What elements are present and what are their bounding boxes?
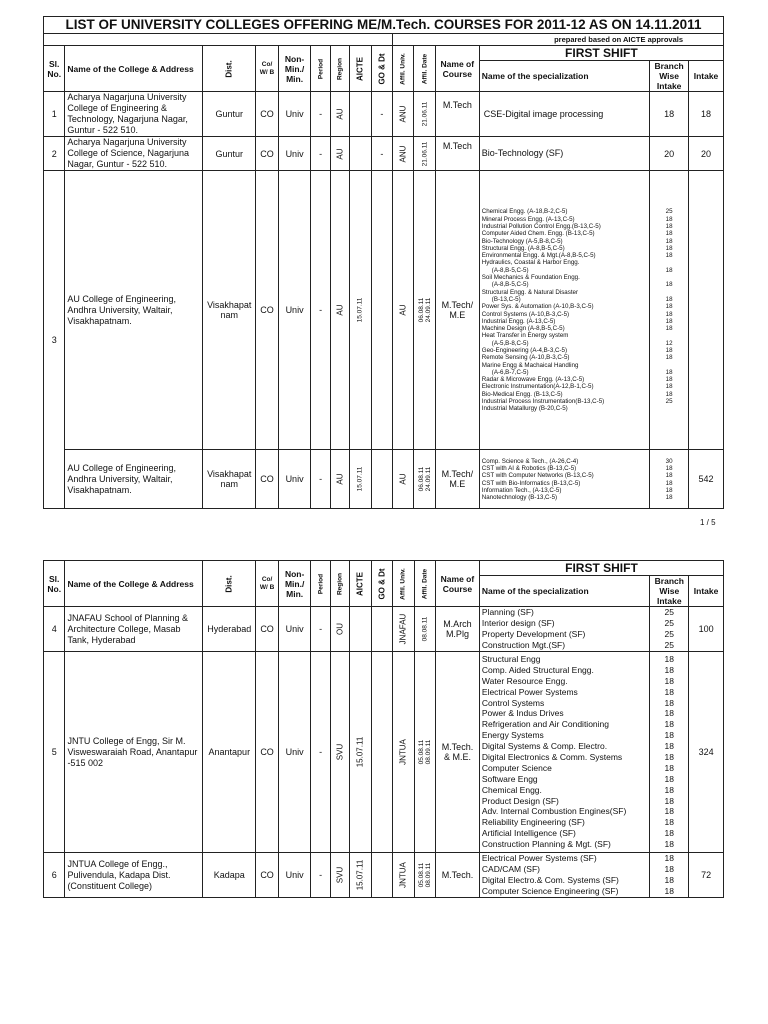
- row-aicte: [350, 137, 371, 171]
- branch-intake-item: 18: [665, 346, 673, 354]
- specialization-item: CST with Computer Networks (B-13,C-5): [481, 472, 594, 480]
- branch-intake-item: 18: [664, 885, 675, 896]
- row-aicte: 15.07.11: [350, 652, 371, 853]
- header-specialization: Name of the specialization: [479, 61, 649, 92]
- specialization-item: Software Engg: [481, 773, 538, 784]
- specialization-item: Heat Transfer in Energy system: [481, 332, 569, 340]
- branch-intake-item: 18: [664, 762, 675, 773]
- row-cowb: CO: [256, 92, 278, 137]
- row-affil-date: 05.08.11 08.09.11: [414, 853, 435, 898]
- header-college: Name of the College & Address: [65, 561, 203, 607]
- specialization-item: Marine Engg & Machaical Handling: [481, 361, 579, 369]
- branch-intake-item: 18: [664, 806, 675, 817]
- row-go: [371, 171, 392, 450]
- branch-intake-item: 25: [665, 208, 673, 216]
- specialization-item: Industrial Matallurgy (B-20,C-5): [481, 405, 568, 413]
- specialization-item: (A-8,B-5,C-5): [491, 266, 529, 274]
- row-go: [371, 853, 392, 898]
- branch-intake-item: 18: [665, 368, 673, 376]
- branch-intake-item: [652, 332, 686, 339]
- row-specialization-list: [479, 450, 649, 509]
- specialization-item: Geo-Engineering (A-4,B-3,C-5): [481, 346, 568, 354]
- table-row: [44, 137, 724, 171]
- row-sl: 2: [44, 137, 65, 171]
- specialization-item: Interior design (SF): [481, 618, 555, 629]
- branch-intake-item: [652, 405, 686, 412]
- row-college: JNAFAU School of Planning & Architecture College, Masab Tank, Hyderabad: [65, 607, 203, 652]
- row-branch-intake: 20: [650, 137, 689, 171]
- branch-intake-item: 18: [664, 686, 675, 697]
- row-course: M.Tech/ M.E: [435, 171, 479, 450]
- row-nonmin: Univ: [278, 853, 311, 898]
- specialization-item: Construction Planning & Mgt. (SF): [481, 839, 611, 850]
- row-sl: 1: [44, 92, 65, 137]
- branch-intake-item: 18: [664, 752, 675, 762]
- branch-intake-item: 18: [665, 479, 673, 487]
- header-intake: Intake: [689, 61, 724, 92]
- row-intake: 20: [689, 137, 724, 171]
- row-specialization-list: [479, 652, 650, 853]
- branch-intake-item: 18: [665, 281, 673, 289]
- row-intake: 72: [689, 853, 724, 898]
- specialization-item: Environmental Engg. & Mgt.(A-8,B-5,C-5): [481, 252, 596, 260]
- header-cowb: Co/ W/ B: [256, 46, 278, 92]
- header-dist: Dist.: [203, 46, 256, 92]
- branch-intake-item: 18: [665, 237, 673, 245]
- row-region: OU: [330, 607, 349, 652]
- header-sl-no: Sl. No.: [44, 561, 65, 607]
- branch-intake-item: 18: [664, 853, 675, 864]
- branch-intake-item: 18: [664, 719, 675, 730]
- specialization-item: Chemical Engg. (A-18,B-2,C-5): [481, 208, 568, 216]
- row-period: -: [311, 450, 330, 509]
- row-branch-intake-list: [650, 607, 689, 652]
- row-region: SVU: [330, 853, 349, 898]
- specialization-item: Computer Science Engineering (SF): [481, 885, 619, 896]
- row-college: JNTU College of Engg, Sir M. Visweswaraiah Road, Anantapur -515 002: [65, 652, 203, 853]
- header-branch-intake: Branch Wise Intake: [650, 576, 689, 607]
- specialization-item: Electronic Instrumentation(A-12,B-1,C-5): [481, 383, 594, 391]
- shift-label: FIRST SHIFT: [479, 561, 723, 576]
- row-period: -: [311, 171, 330, 450]
- header-aicte: AICTE: [350, 561, 371, 607]
- specialization-item: Comp. Science & Tech., (A-26,C-4): [481, 457, 579, 465]
- specialization-item: Adv. Internal Combustion Engines(SF): [481, 806, 627, 817]
- branch-intake-item: 18: [665, 325, 673, 333]
- row-branch-intake: 18: [650, 92, 689, 137]
- branch-intake-item: [652, 259, 686, 266]
- specialization-item: Information Tech., (A-13,C-5): [481, 486, 562, 494]
- branch-intake-item: [652, 274, 686, 281]
- specialization-item: Bio-Medical Engg. (B-13,C-5): [481, 390, 563, 398]
- row-go: -: [371, 92, 392, 137]
- row-course: M.Tech. & M.E.: [436, 652, 480, 853]
- table-row: [44, 171, 724, 450]
- row-affil-date: 06.08.11 24.09.11: [414, 171, 435, 450]
- row-aicte: 15.07.11: [350, 171, 371, 450]
- header-go: GO & Dt: [371, 561, 392, 607]
- header-specialization: Name of the specialization: [479, 576, 650, 607]
- row-course: M.Tech.: [436, 853, 480, 898]
- specialization-item: Radar & Microwave Engg. (A-13,C-5): [481, 376, 585, 384]
- branch-intake-item: 18: [664, 653, 675, 664]
- branch-intake-item: 18: [665, 310, 673, 318]
- branch-intake-item: 18: [665, 494, 673, 502]
- table-row: [44, 652, 724, 853]
- row-college: AU College of Engineering, Andhra University, Waltair, Visakhapatnam.: [65, 171, 203, 450]
- specialization-item: (B-13,C-5): [491, 295, 521, 303]
- branch-intake-item: 18: [665, 252, 673, 260]
- row-sl: 4: [44, 607, 65, 652]
- row-aicte: [350, 92, 371, 137]
- specialization-item: Hydraulics, Coastal & Harbor Engg.: [481, 259, 580, 267]
- row-affil-date: 06.08.11 24.09.11: [414, 450, 435, 509]
- header-cowb: Co/ W/ B: [256, 561, 278, 607]
- specialization-item: CST with Bio-Informatics (B-13,C-5): [481, 479, 581, 487]
- branch-intake-item: 18: [665, 354, 673, 362]
- row-specialization-list: [479, 171, 649, 450]
- specialization-item: Construction Mgt.(SF): [481, 639, 566, 650]
- row-branch-intake-list: [650, 652, 689, 853]
- row-aicte: 15.07.11: [350, 853, 371, 898]
- specialization-item: Power & Indus Drives: [481, 708, 564, 719]
- branch-intake-item: 18: [665, 317, 673, 325]
- specialization-item: Digital Systems & Comp. Electro.: [481, 741, 608, 752]
- branch-intake-item: 18: [664, 730, 675, 741]
- row-aicte: 15.07.11: [350, 450, 371, 509]
- row-nonmin: Univ: [278, 450, 311, 509]
- row-nonmin: Univ: [278, 137, 311, 171]
- specialization-item: Water Resource Engg.: [481, 675, 568, 686]
- row-affil-date: 21.06.11: [414, 137, 435, 171]
- specialization-item: Machine Design (A-8,B-5,C-5): [481, 325, 565, 333]
- branch-intake-item: 18: [665, 303, 673, 311]
- college-table-page-2: [43, 560, 724, 898]
- row-sl: 5: [44, 652, 65, 853]
- branch-intake-item: 18: [665, 390, 673, 398]
- header-nonmin: Non- Min./ Min.: [278, 46, 311, 92]
- branch-intake-item: 18: [665, 383, 673, 391]
- specialization-item: Digital Electro.& Com. Systems (SF): [481, 875, 619, 885]
- row-specialization: CSE-Digital image processing: [479, 92, 649, 137]
- specialization-item: Artificial Intelligence (SF): [481, 828, 576, 839]
- header-nonmin: Non- Min./ Min.: [278, 561, 311, 607]
- header-region: Region: [330, 561, 349, 607]
- branch-intake-item: 18: [664, 795, 675, 806]
- specialization-item: Planning (SF): [481, 607, 534, 618]
- specialization-item: Property Development (SF): [481, 629, 586, 639]
- row-period: -: [311, 853, 330, 898]
- specialization-item: Comp. Aided Structural Engg.: [481, 664, 594, 675]
- page-title: LIST OF UNIVERSITY COLLEGES OFFERING ME/M.Tech. COURSES FOR 2011-12 AS ON 14.11.2011: [44, 17, 724, 34]
- row-affil-univ: AU: [393, 171, 414, 450]
- branch-intake-item: 18: [664, 828, 675, 839]
- row-dist: Kadapa: [203, 853, 256, 898]
- page-number: 1 / 5: [700, 518, 716, 527]
- specialization-item: Chemical Engg.: [481, 784, 542, 795]
- specialization-item: Energy Systems: [481, 730, 544, 741]
- row-aicte: [350, 607, 371, 652]
- header-course: Name of Course: [436, 561, 480, 607]
- row-dist: Hyderabad: [203, 607, 256, 652]
- specialization-item: Structural Engg. & Natural Disaster: [481, 288, 579, 296]
- table-row: [44, 607, 724, 652]
- branch-intake-item: 18: [665, 464, 673, 472]
- row-period: -: [311, 137, 330, 171]
- row-branch-intake-list: [650, 171, 689, 450]
- branch-intake-item: 18: [664, 839, 675, 850]
- branch-intake-item: 18: [664, 864, 675, 875]
- row-dist: Anantapur: [203, 652, 256, 853]
- row-college: JNTUA College of Engg., Pulivendula, Kadapa Dist. (Constituent College): [65, 853, 203, 898]
- row-cowb: CO: [256, 171, 278, 450]
- specialization-item: Electrical Power Systems: [481, 686, 578, 697]
- row-course: M.Tech: [435, 92, 479, 137]
- header-period: Period: [311, 46, 330, 92]
- row-dist: Visakhapat nam: [203, 171, 256, 450]
- specialization-item: Refrigeration and Air Conditioning: [481, 719, 609, 730]
- row-sl: 6: [44, 853, 65, 898]
- row-specialization-list: [479, 853, 650, 898]
- row-intake: 18: [689, 92, 724, 137]
- row-affil-date: 08.08.11: [414, 607, 435, 652]
- row-cowb: CO: [256, 652, 278, 853]
- row-period: -: [311, 607, 330, 652]
- row-college: Acharya Nagarjuna University College of Engineering & Technology, Nagarjuna Nagar, Guntur - 522 510.: [65, 92, 203, 137]
- branch-intake-item: 18: [665, 486, 673, 494]
- row-affil-univ: JNTUA: [393, 853, 414, 898]
- row-affil-univ: ANU: [393, 92, 414, 137]
- specialization-item: CST with AI & Robotics (B-13,C-5): [481, 464, 577, 472]
- branch-intake-item: 18: [664, 817, 675, 828]
- branch-intake-item: 18: [664, 773, 675, 784]
- row-affil-date: 21.06.11: [414, 92, 435, 137]
- row-nonmin: Univ: [278, 652, 311, 853]
- branch-intake-item: 18: [664, 675, 675, 686]
- branch-intake-item: 25: [664, 639, 675, 650]
- row-nonmin: Univ: [278, 607, 311, 652]
- row-region: AU: [330, 171, 349, 450]
- specialization-item: Nanotechnology (B-13,C-5): [481, 494, 558, 502]
- prepared-note: prepared based on AICTE approvals: [393, 34, 724, 46]
- specialization-item: Electrical Power Systems (SF): [481, 853, 597, 864]
- branch-intake-item: 18: [664, 664, 675, 675]
- row-region: AU: [330, 92, 349, 137]
- specialization-item: Remote Sensing (A-10,B-3,C-5): [481, 354, 570, 362]
- row-affil-univ: JNTUA: [393, 652, 414, 853]
- specialization-item: Reliability Engineering (SF): [481, 817, 585, 828]
- branch-intake-item: 18: [665, 376, 673, 384]
- specialization-item: Industrial Process Instrumentation(B-13,C-5): [481, 398, 605, 406]
- row-go: [371, 450, 392, 509]
- row-go: -: [371, 137, 392, 171]
- branch-intake-item: [652, 289, 686, 296]
- row-dist: Visakhapat nam: [203, 450, 256, 509]
- header-branch-intake: Branch Wise Intake: [650, 61, 689, 92]
- row-intake: 100: [689, 607, 724, 652]
- row-intake: 542: [689, 450, 724, 509]
- college-table-page-1: [43, 16, 724, 509]
- row-cowb: CO: [256, 853, 278, 898]
- header-affil-date: Affil. Date: [414, 46, 435, 92]
- row-course: M.Arch M.Plg: [436, 607, 480, 652]
- specialization-item: CAD/CAM (SF): [481, 864, 540, 875]
- header-sl-no: Sl. No.: [44, 46, 65, 92]
- branch-intake-item: 25: [664, 629, 675, 639]
- specialization-item: (A-5,B-8,C-5): [491, 339, 529, 347]
- specialization-item: Computer Aided Chem. Engg. (B-13,C-5): [481, 230, 595, 238]
- row-nonmin: Univ: [278, 171, 311, 450]
- specialization-item: (A-8,B-5,C-5): [491, 281, 529, 289]
- header-dist: Dist.: [203, 561, 256, 607]
- row-intake: [689, 171, 724, 450]
- row-go: [371, 607, 392, 652]
- row-affil-univ: JNAFAU: [393, 607, 414, 652]
- table-row: [44, 853, 724, 898]
- table-row: [44, 450, 724, 509]
- row-college: Acharya Nagarjuna University College of Science, Nagarjuna Nagar, Guntur - 522 510.: [65, 137, 203, 171]
- header-intake: Intake: [689, 576, 724, 607]
- specialization-item: Structural Engg: [481, 653, 541, 664]
- branch-intake-item: 18: [665, 222, 673, 230]
- specialization-item: Computer Science: [481, 762, 552, 773]
- specialization-item: Digital Electronics & Comm. Systems: [481, 752, 623, 762]
- specialization-item: Control Systems (A-10,B-3,C-5): [481, 310, 570, 318]
- specialization-item: Power Sys. & Automation (A-10,B-3,C-5): [481, 303, 594, 311]
- row-region: AU: [330, 450, 349, 509]
- branch-intake-item: 18: [665, 215, 673, 223]
- row-intake: 324: [689, 652, 724, 853]
- branch-intake-item: 25: [665, 398, 673, 406]
- row-cowb: CO: [256, 607, 278, 652]
- header-college: Name of the College & Address: [65, 46, 203, 92]
- row-course: M.Tech: [435, 137, 479, 171]
- row-course: M.Tech/ M.E: [435, 450, 479, 509]
- row-affil-univ: AU: [393, 450, 414, 509]
- row-dist: Guntur: [203, 92, 256, 137]
- row-region: SVU: [330, 652, 349, 853]
- row-affil-univ: ANU: [393, 137, 414, 171]
- header-affil-univ: Affil. Univ.: [393, 561, 414, 607]
- branch-intake-item: [652, 362, 686, 369]
- branch-intake-item: 18: [665, 295, 673, 303]
- row-specialization-list: [479, 607, 650, 652]
- branch-intake-item: 18: [664, 697, 675, 708]
- header-affil-date: Affil. Date: [414, 561, 435, 607]
- branch-intake-item: 18: [665, 472, 673, 480]
- row-period: -: [311, 652, 330, 853]
- specialization-item: (A-6,B-7,C-5): [491, 368, 529, 376]
- branch-intake-item: 18: [664, 875, 675, 885]
- row-dist: Guntur: [203, 137, 256, 171]
- header-affil-univ: Affil. Univ.: [393, 46, 414, 92]
- branch-intake-item: 25: [664, 607, 675, 618]
- row-period: -: [311, 92, 330, 137]
- branch-intake-item: 18: [664, 784, 675, 795]
- row-sl: 3: [44, 171, 65, 509]
- header-course: Name of Course: [435, 46, 479, 92]
- row-specialization: Bio-Technology (SF): [479, 137, 649, 171]
- row-affil-date: 05.08.11 08.09.11: [414, 652, 435, 853]
- specialization-item: Product Design (SF): [481, 795, 559, 806]
- row-college: AU College of Engineering, Andhra University, Waltair, Visakhapatnam.: [65, 450, 203, 509]
- branch-intake-item: 18: [664, 708, 675, 719]
- specialization-item: Bio-Technology (A-5,B-8,C-5): [481, 237, 563, 245]
- table-row: [44, 92, 724, 137]
- specialization-item: Structural Engg. (A-8,B-5,C-5): [481, 244, 565, 252]
- row-go: [371, 652, 392, 853]
- header-aicte: AICTE: [350, 46, 371, 92]
- row-nonmin: Univ: [278, 92, 311, 137]
- specialization-item: Industrial Pollution Control Engg.(B-13,C-5): [481, 222, 601, 230]
- shift-label: FIRST SHIFT: [479, 46, 723, 61]
- branch-intake-item: 25: [664, 618, 675, 629]
- branch-intake-item: 18: [664, 741, 675, 752]
- row-region: AU: [330, 137, 349, 171]
- specialization-item: Soil Mechanics & Foundation Engg.: [481, 274, 580, 282]
- row-cowb: CO: [256, 450, 278, 509]
- specialization-item: Industrial Engg. (A-13,C-5): [481, 317, 556, 325]
- specialization-item: Control Systems: [481, 697, 545, 708]
- specialization-item: Mineral Process Engg. (A-13,C-5): [481, 215, 575, 223]
- row-branch-intake-list: [650, 853, 689, 898]
- branch-intake-item: 18: [665, 230, 673, 238]
- branch-intake-item: 18: [665, 244, 673, 252]
- row-branch-intake-list: [650, 450, 689, 509]
- branch-intake-item: 12: [665, 339, 673, 347]
- header-go: GO & Dt: [371, 46, 392, 92]
- header-region: Region: [330, 46, 349, 92]
- branch-intake-item: 30: [665, 457, 673, 465]
- branch-intake-item: 18: [665, 266, 673, 274]
- row-cowb: CO: [256, 137, 278, 171]
- header-period: Period: [311, 561, 330, 607]
